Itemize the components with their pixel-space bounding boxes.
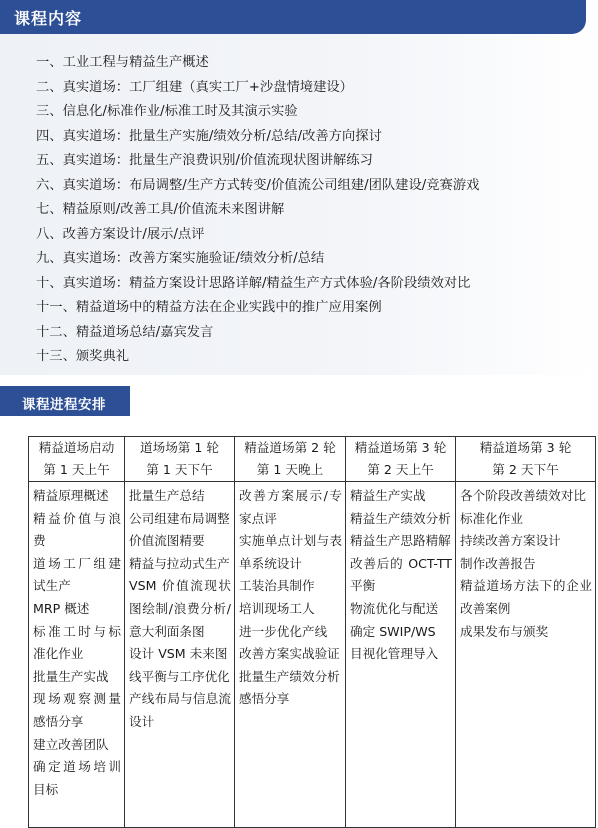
schedule-line: 感悟分享 (239, 691, 290, 707)
list-item: 八、改善方案设计/展示/点评 (36, 226, 205, 242)
schedule-line: 标准工时与标准化作业 (33, 623, 121, 662)
column-header: 精益道场第 3 轮 第 2 天上午 (346, 437, 456, 482)
schedule-cell (29, 482, 125, 828)
schedule-cell (346, 482, 456, 828)
schedule-line: 价值流图精要 (129, 533, 205, 549)
schedule-line: 各个阶段改善绩效对比 (460, 488, 586, 503)
column-header: 精益道场第 2 轮 第 1 天晚上 (235, 437, 346, 482)
schedule-line: 进一步优化产线 (239, 623, 328, 639)
list-item: 四、真实道场：批量生产实施/绩效分析/总结/改善方向探讨 (36, 128, 382, 144)
schedule-line: 公司组建布局调整 (129, 510, 230, 526)
course-content-title: 课程内容 (14, 9, 83, 28)
schedule-line: 改善后的 OCT-TT 平衡 (350, 555, 452, 594)
schedule-line: 精益原理概述 (33, 488, 109, 503)
schedule-line: 制作改善报告 (460, 555, 536, 571)
schedule-line: 物流优化与配送 (350, 600, 439, 616)
schedule-line: 精益生产思路精解 (350, 533, 451, 549)
column-header: 道场场第 1 轮 第 1 天下午 (125, 437, 235, 482)
schedule-line: MRP 概述 (33, 600, 90, 616)
schedule-table (28, 436, 596, 828)
schedule-line: 批量生产总结 (129, 488, 205, 503)
schedule-title: 课程进程安排 (22, 397, 106, 413)
schedule-line: 工装治具制作 (239, 578, 315, 594)
schedule-cell (235, 482, 346, 828)
column-header: 精益道场第 3 轮 第 2 天下午 (456, 437, 596, 482)
schedule-line: 培训现场工人 (239, 600, 315, 616)
schedule-line: 批量生产绩效分析 (239, 668, 340, 684)
list-item: 九、真实道场：改善方案实施验证/绩效分析/总结 (36, 251, 325, 266)
schedule-content-row (29, 482, 596, 828)
schedule-header (0, 386, 130, 416)
list-item: 五、真实道场：批量生产浪费识别/价值流现状图讲解练习 (36, 153, 373, 168)
schedule-line: 改善方案实战验证 (239, 646, 340, 662)
schedule-line: 批量生产实战 (33, 668, 109, 684)
course-content-list (36, 51, 479, 370)
schedule-line: 精益生产实战 (350, 488, 426, 503)
schedule-line: 现场观察测量感悟分享 (33, 691, 121, 729)
course-content-section (0, 0, 598, 375)
schedule-line: 精益道场方法下的企业改善案例 (460, 578, 592, 616)
schedule-header-row (29, 437, 596, 482)
schedule-line: 建立改善团队 (33, 736, 109, 752)
schedule-line: 精益价值与浪费 (33, 510, 121, 549)
schedule-line: 线平衡与工序优化 (129, 668, 230, 684)
list-item: 三、信息化/标准作业/标准工时及其演示实验 (36, 104, 298, 119)
schedule-cell (456, 482, 596, 828)
schedule-cell (125, 482, 235, 828)
schedule-line: 精益与拉动式生产 (129, 555, 230, 571)
schedule-line: VSM 价值流现状图绘制/浪费分析/意大利面条图 (129, 578, 231, 639)
list-item: 十一、精益道场中的精益方法在企业实践中的推广应用案例 (36, 300, 382, 315)
schedule-line: 产线布局与信息流设计 (129, 691, 231, 729)
list-item: 二、真实道场：工厂组建（真实工厂+沙盘情境建设） (36, 79, 353, 95)
list-item: 六、真实道场：布局调整/生产方式转变/价值流公司组建/团队建设/竞赛游戏 (36, 177, 480, 193)
schedule-line: 确定道场培训目标 (33, 759, 121, 797)
schedule-line: 成果发布与颁奖 (460, 623, 549, 639)
schedule-line: 道场工厂组建试生产 (33, 555, 121, 594)
list-item: 十三、颁奖典礼 (36, 349, 130, 364)
schedule-line: 标准化作业 (460, 510, 523, 526)
list-item: 十、真实道场：精益方案设计思路详解/精益生产方式体验/各阶段绩效对比 (36, 275, 471, 291)
list-item: 一、工业工程与精益生产概述 (36, 55, 209, 70)
schedule-line: 实施单点计划与表单系统设计 (239, 533, 342, 571)
schedule-line: 确定 SWIP/WS (350, 623, 436, 639)
schedule-line: 持续改善方案设计 (460, 533, 561, 549)
list-item: 七、精益原则/改善工具/价值流未来图讲解 (36, 202, 285, 217)
schedule-line: 设计 VSM 未来图 (129, 646, 228, 662)
course-content-header (0, 0, 586, 34)
schedule-line: 目视化管理导入 (350, 646, 439, 662)
list-item: 十二、精益道场总结/嘉宾发言 (36, 324, 214, 340)
column-header: 精益道场启动 第 1 天上午 (29, 437, 125, 482)
schedule-line: 改善方案展示/专家点评 (239, 488, 342, 526)
schedule-line: 精益生产绩效分析 (350, 510, 451, 526)
